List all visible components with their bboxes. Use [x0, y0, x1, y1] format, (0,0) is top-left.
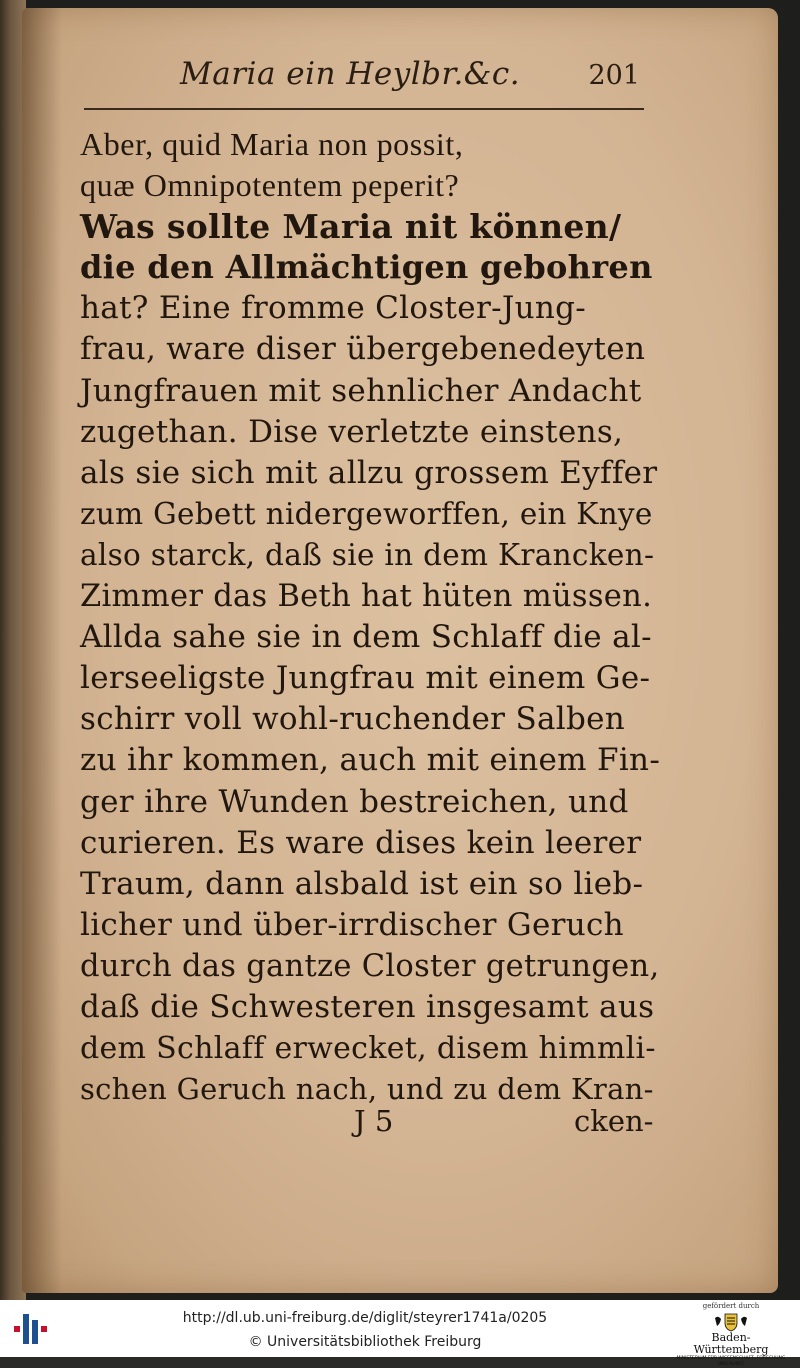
text-line: Aber, quid Maria non possit,: [80, 126, 464, 162]
sponsor-ministry: MINISTERIUM FÜR WISSENSCHAFT, FORSCHUNG UND KUNST: [676, 1356, 786, 1367]
sponsor-name: Baden-Württemberg: [693, 1331, 769, 1356]
text-line: ger ihre Wunden bestreichen, und: [80, 783, 629, 820]
text-line: die den Allmächtigen gebohren: [80, 248, 653, 287]
text-line: quæ Omnipotentem peperit?: [80, 167, 460, 204]
text-line: curieren. Es ware dises kein leerer: [80, 824, 642, 861]
text-line: Zimmer das Beth hat hüten müssen.: [80, 579, 653, 615]
text-line: zugethan. Dise verletzte einstens,: [80, 413, 624, 450]
text-line: daß die Schwesteren insgesamt aus: [80, 988, 655, 1025]
text-line: Was sollte Maria nit können/: [80, 207, 622, 247]
viewer-footer: [0, 1300, 800, 1367]
text-line: zum Gebett nidergeworffen, ein Knye: [80, 496, 653, 531]
text-line: durch das gantze Closter getrungen,: [80, 948, 660, 984]
text-line: frau, ware diser übergebenedeyten: [80, 331, 646, 368]
text-line: als sie sich mit allzu grossem Eyffer: [80, 454, 658, 491]
text-line: schirr voll wohl-ruchender Salben: [80, 701, 626, 738]
text-line: also starck, daß sie in dem Krancken-: [80, 537, 655, 572]
signature-mark: J 5: [354, 1104, 394, 1138]
copyright-notice: © Universitätsbibliothek Freiburg: [248, 1334, 482, 1350]
catchword: cken-: [574, 1104, 654, 1138]
spine-shadow: [22, 8, 62, 1293]
text-line: schen Geruch nach, und zu dem Kran-: [80, 1072, 654, 1107]
text-line: licher und über-irrdischer Geruch: [80, 906, 624, 943]
header-rule: [84, 108, 644, 110]
text-line: dem Schlaff erwecket, disem himmli-: [80, 1031, 656, 1067]
text-line: lerseeligste Jungfrau mit einem Ge-: [80, 660, 651, 697]
running-title: Maria ein Heylbr.&c.: [180, 56, 521, 92]
page-number: 201: [588, 60, 640, 91]
sponsor-label: gefördert durch: [702, 1302, 760, 1310]
text-line: Jungfrauen mit sehnlicher Andacht: [80, 372, 642, 409]
text-line: hat? Eine fromme Closter-Jung-: [80, 290, 587, 327]
text-line: zu ihr kommen, auch mit einem Fin-: [80, 742, 661, 779]
sponsor-block: [676, 1302, 786, 1367]
permalink[interactable]: http://dl.ub.uni-freiburg.de/diglit/steyrer1741a/0205: [182, 1310, 548, 1326]
body-text: [80, 124, 660, 1110]
coat-of-arms-icon: [711, 1312, 751, 1332]
text-line: Allda sahe sie in dem Schlaff die al-: [80, 619, 652, 656]
running-head: [180, 56, 640, 100]
text-line: Traum, dann alsbald ist ein so lieb-: [80, 865, 644, 902]
